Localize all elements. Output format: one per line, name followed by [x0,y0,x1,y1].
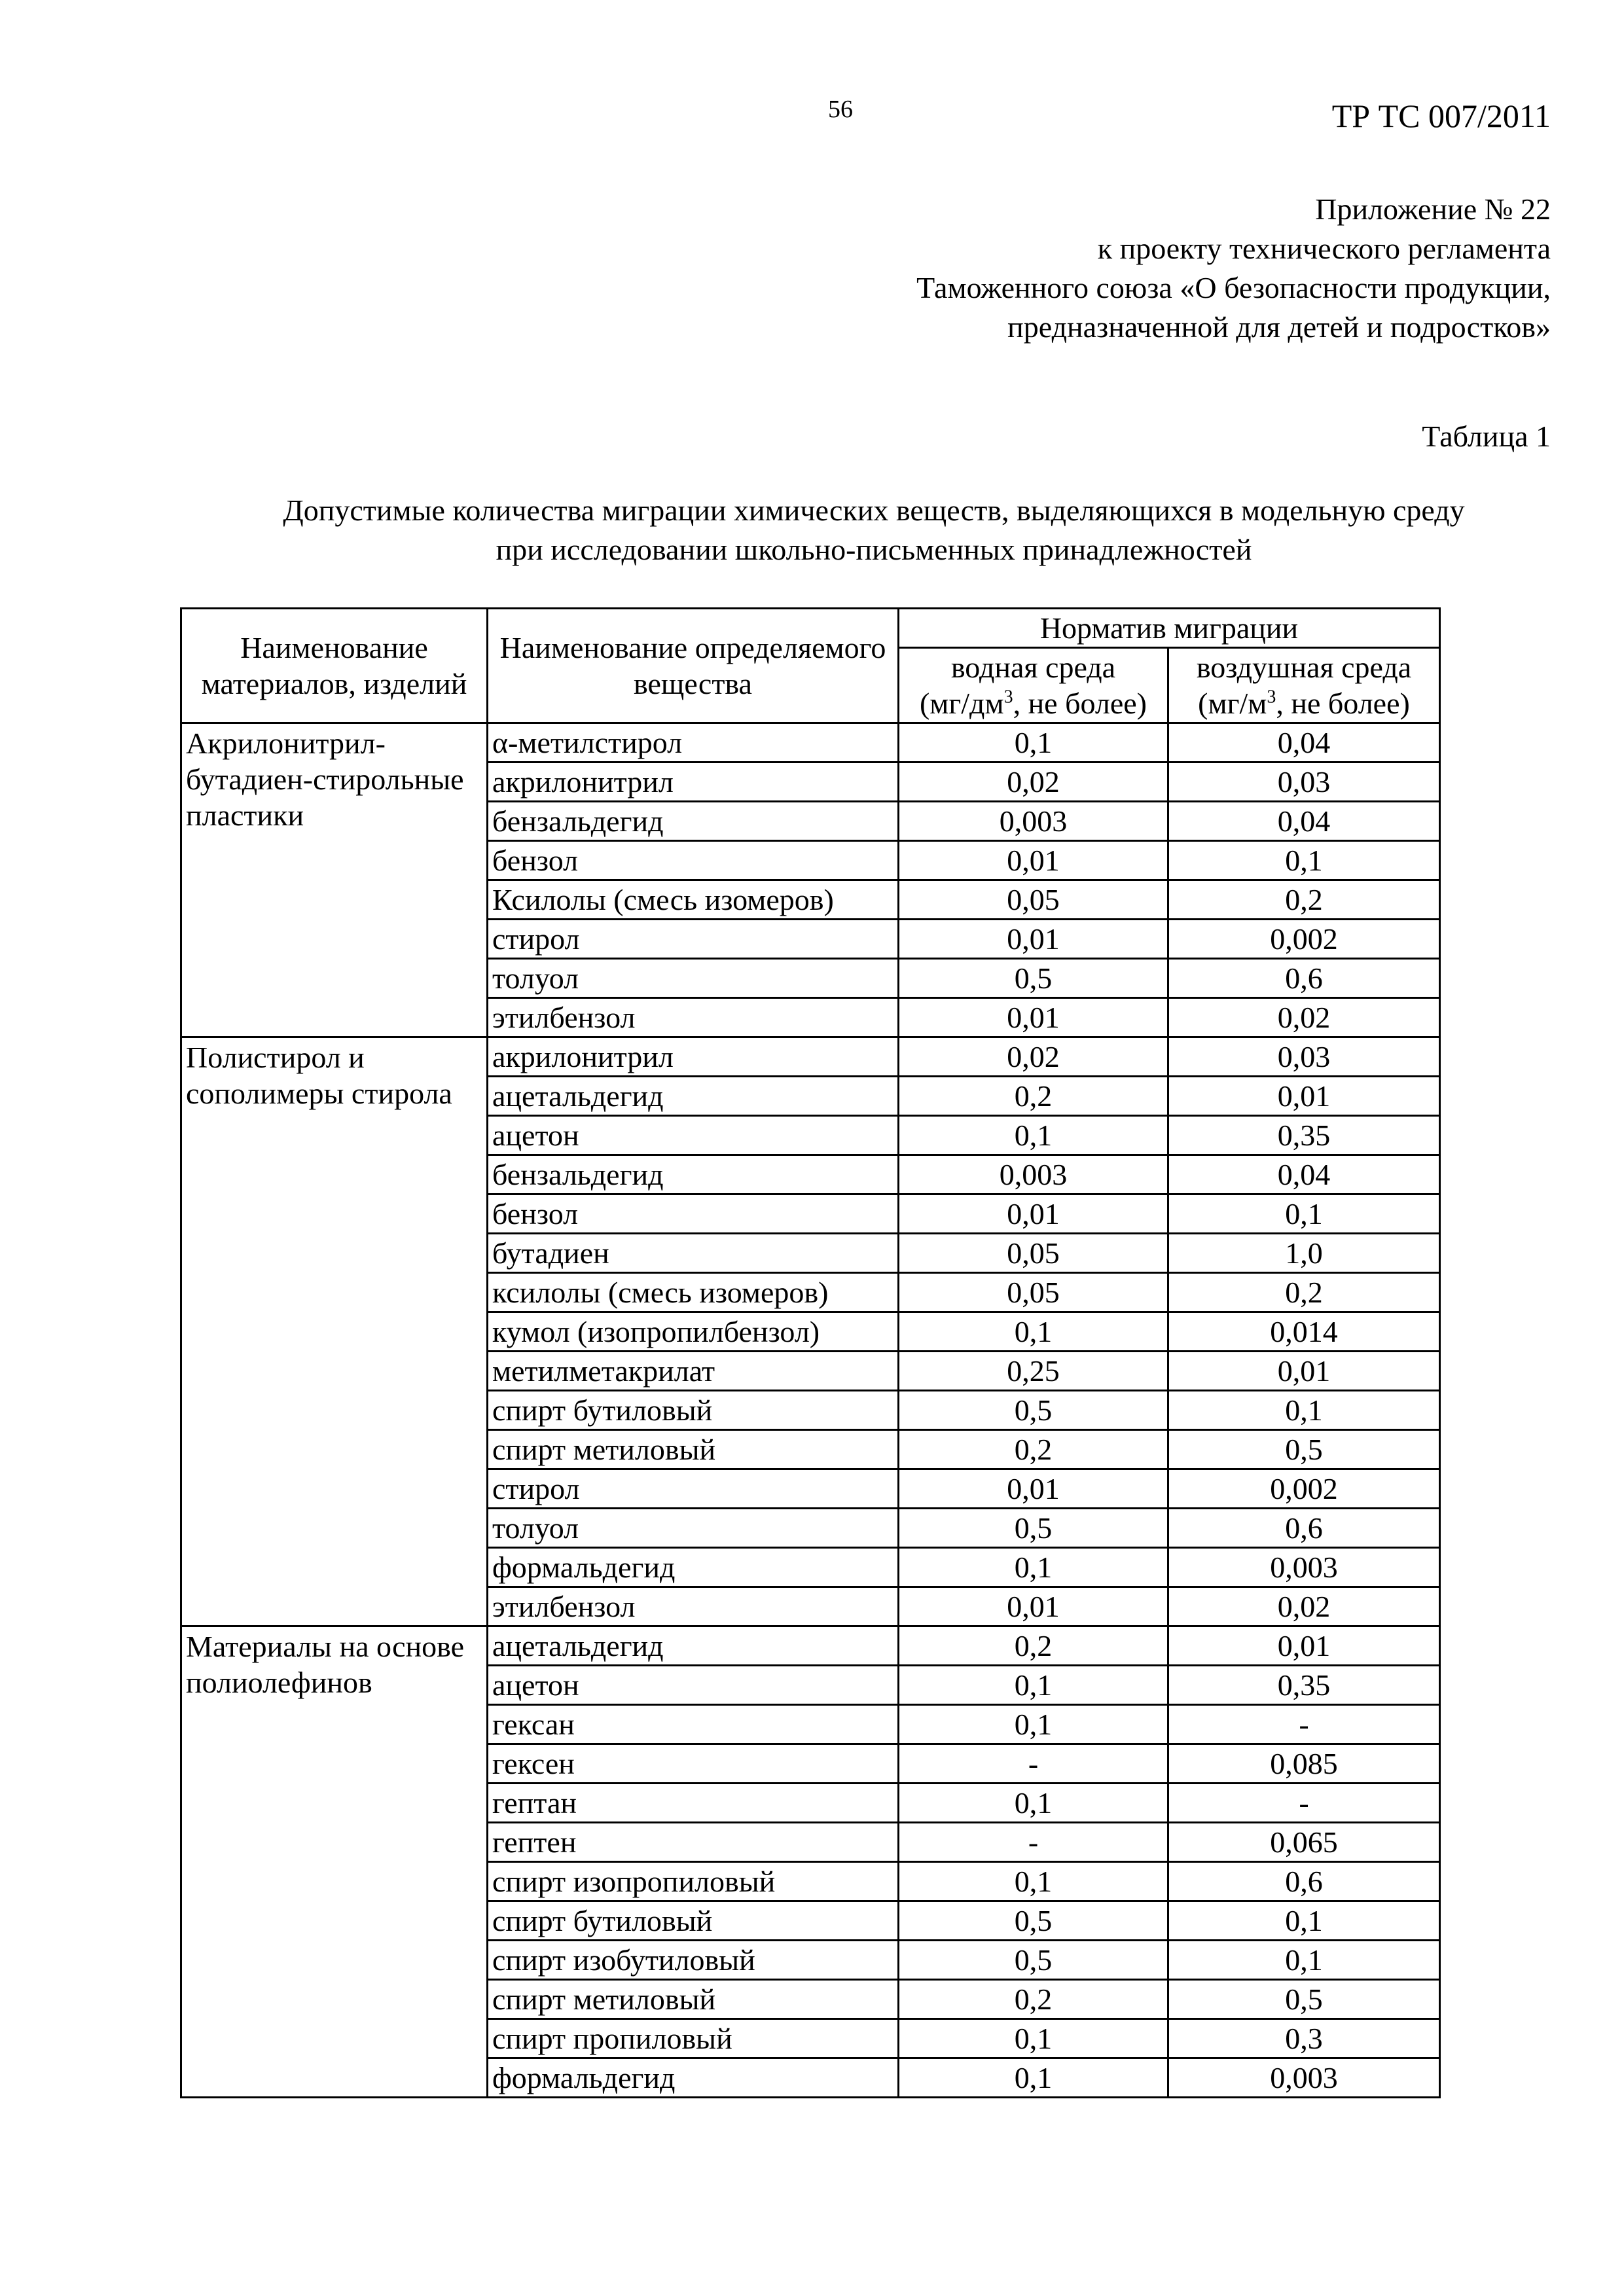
air-value-cell: 0,02 [1168,998,1440,1037]
water-value-cell: 0,003 [899,802,1168,841]
air-value-cell: 0,085 [1168,1744,1440,1784]
water-value-cell: 0,1 [899,2058,1168,2098]
substance-cell: гептен [488,1823,899,1862]
header-air-unit-b: , не более) [1276,687,1410,720]
air-value-cell: 0,03 [1168,762,1440,802]
substance-cell: этилбензол [488,998,899,1037]
table-row [181,1626,1440,1666]
substance-cell: ацетальдегид [488,1077,899,1116]
table-title-line-1: Допустимые количества миграции химических веществ, выделяющихся в модельную среду [283,493,1465,527]
substance-cell: ацетон [488,1666,899,1705]
substance-cell: спирт бутиловый [488,1901,899,1941]
header-migration-norm: Норматив миграции [899,609,1440,648]
migration-table [180,607,1441,2098]
appendix-line-3: Таможенного союза «О безопасности продукции, [916,271,1551,304]
substance-cell: Ксилолы (смесь изомеров) [488,880,899,920]
substance-cell: бензальдегид [488,1155,899,1194]
water-value-cell: 0,02 [899,1037,1168,1077]
water-value-cell: 0,1 [899,723,1168,762]
water-value-cell: 0,2 [899,1626,1168,1666]
substance-cell: ксилолы (смесь изомеров) [488,1273,899,1312]
water-value-cell: 0,25 [899,1352,1168,1391]
air-value-cell: 0,2 [1168,880,1440,920]
air-value-cell: 0,01 [1168,1352,1440,1391]
water-value-cell: 0,05 [899,880,1168,920]
water-value-cell: 0,01 [899,1469,1168,1509]
substance-cell: спирт бутиловый [488,1391,899,1430]
header-water-unit-b: , не более) [1013,687,1147,720]
substance-cell: этилбензол [488,1587,899,1626]
substance-cell: гексен [488,1744,899,1784]
substance-cell: стирол [488,1469,899,1509]
air-value-cell: 0,065 [1168,1823,1440,1862]
header-air-label: воздушная среда [1196,651,1412,684]
material-cell: Материалы на основе полиолефинов [181,1626,488,2098]
substance-cell: толуол [488,1509,899,1548]
water-value-cell: 0,01 [899,1194,1168,1234]
air-value-cell: 0,04 [1168,1155,1440,1194]
water-value-cell: - [899,1744,1168,1784]
water-value-cell: 0,2 [899,1077,1168,1116]
air-value-cell: 0,5 [1168,1430,1440,1469]
water-value-cell: 0,01 [899,841,1168,880]
water-value-cell: 0,5 [899,1941,1168,1980]
appendix-block [916,190,1551,347]
table-label: Таблица 1 [1422,420,1551,453]
water-value-cell: 0,1 [899,1548,1168,1587]
air-value-cell: 0,002 [1168,1469,1440,1509]
substance-cell: стирол [488,920,899,959]
substance-cell: гексан [488,1705,899,1744]
water-value-cell: - [899,1823,1168,1862]
water-value-cell: 0,5 [899,959,1168,998]
table-row [181,1037,1440,1077]
substance-cell: метилметакрилат [488,1352,899,1391]
water-value-cell: 0,02 [899,762,1168,802]
water-value-cell: 0,1 [899,1705,1168,1744]
air-value-cell: 0,01 [1168,1077,1440,1116]
air-value-cell: 0,35 [1168,1116,1440,1155]
air-value-cell: 0,014 [1168,1312,1440,1352]
water-value-cell: 0,2 [899,1980,1168,2019]
page-number: 56 [828,96,853,123]
header-water [899,648,1168,723]
header-water-unit [903,685,1163,721]
header-water-label: водная среда [950,651,1116,684]
substance-cell: бензальдегид [488,802,899,841]
substance-cell: формальдегид [488,2058,899,2098]
air-value-cell: 0,002 [1168,920,1440,959]
water-value-cell: 0,1 [899,2019,1168,2058]
air-value-cell: 1,0 [1168,1234,1440,1273]
air-value-cell: 0,6 [1168,1862,1440,1901]
header-air [1168,648,1440,723]
substance-cell: гептан [488,1784,899,1823]
air-value-cell: 0,1 [1168,1941,1440,1980]
substance-cell: акрилонитрил [488,762,899,802]
air-value-cell: 0,01 [1168,1626,1440,1666]
substance-cell: кумол (изопропилбензол) [488,1312,899,1352]
air-value-cell: 0,1 [1168,1391,1440,1430]
water-value-cell: 0,5 [899,1391,1168,1430]
air-value-cell: 0,003 [1168,1548,1440,1587]
substance-cell: бензол [488,1194,899,1234]
substance-cell: толуол [488,959,899,998]
substance-cell: бензол [488,841,899,880]
header-substance: Наименование определяемого вещества [488,609,899,723]
substance-cell: формальдегид [488,1548,899,1587]
header-water-unit-a: (мг/дм [919,687,1004,720]
air-value-cell: 0,02 [1168,1587,1440,1626]
substance-cell: акрилонитрил [488,1037,899,1077]
header-air-unit-exp: 3 [1267,687,1276,708]
substance-cell: спирт пропиловый [488,2019,899,2058]
substance-cell: бутадиен [488,1234,899,1273]
table-body [181,723,1440,2098]
water-value-cell: 0,1 [899,1784,1168,1823]
appendix-line-1: Приложение № 22 [1315,192,1551,226]
air-value-cell: 0,6 [1168,959,1440,998]
water-value-cell: 0,01 [899,920,1168,959]
substance-cell: α-метилстирол [488,723,899,762]
substance-cell: спирт метиловый [488,1430,899,1469]
water-value-cell: 0,01 [899,998,1168,1037]
substance-cell: спирт метиловый [488,1980,899,2019]
table-title-line-2: при исследовании школьно-письменных принадлежностей [496,533,1252,566]
air-value-cell: 0,3 [1168,2019,1440,2058]
substance-cell: спирт изопропиловый [488,1862,899,1901]
air-value-cell: 0,1 [1168,1194,1440,1234]
water-value-cell: 0,05 [899,1273,1168,1312]
material-cell: Акрилонитрил-бутадиен-стирольные пластики [181,723,488,1037]
air-value-cell: 0,1 [1168,1901,1440,1941]
water-value-cell: 0,1 [899,1116,1168,1155]
water-value-cell: 0,003 [899,1155,1168,1194]
water-value-cell: 0,01 [899,1587,1168,1626]
air-value-cell: 0,6 [1168,1509,1440,1548]
header-air-unit [1173,685,1435,721]
water-value-cell: 0,5 [899,1509,1168,1548]
header-material: Наименование материалов, изделий [181,609,488,723]
air-value-cell: 0,5 [1168,1980,1440,2019]
air-value-cell: 0,04 [1168,802,1440,841]
migration-table-wrapper [180,607,1441,2098]
water-value-cell: 0,2 [899,1430,1168,1469]
water-value-cell: 0,1 [899,1862,1168,1901]
substance-cell: ацетон [488,1116,899,1155]
water-value-cell: 0,1 [899,1312,1168,1352]
appendix-line-2: к проекту технического регламента [1097,232,1551,265]
water-value-cell: 0,05 [899,1234,1168,1273]
substance-cell: спирт изобутиловый [488,1941,899,1980]
air-value-cell: 0,04 [1168,723,1440,762]
table-row [181,723,1440,762]
header-water-unit-exp: 3 [1003,687,1013,708]
document-code: ТР ТС 007/2011 [1331,98,1551,134]
air-value-cell: 0,35 [1168,1666,1440,1705]
air-value-cell: 0,03 [1168,1037,1440,1077]
water-value-cell: 0,5 [899,1901,1168,1941]
table-title [170,491,1578,569]
material-cell: Полистирол и сополимеры стирола [181,1037,488,1626]
water-value-cell: 0,1 [899,1666,1168,1705]
air-value-cell: - [1168,1705,1440,1744]
air-value-cell: 0,1 [1168,841,1440,880]
appendix-line-4: предназначенной для детей и подростков» [1007,310,1551,344]
air-value-cell: 0,2 [1168,1273,1440,1312]
air-value-cell: 0,003 [1168,2058,1440,2098]
substance-cell: ацетальдегид [488,1626,899,1666]
air-value-cell: - [1168,1784,1440,1823]
header-air-unit-a: (мг/м [1198,687,1267,720]
